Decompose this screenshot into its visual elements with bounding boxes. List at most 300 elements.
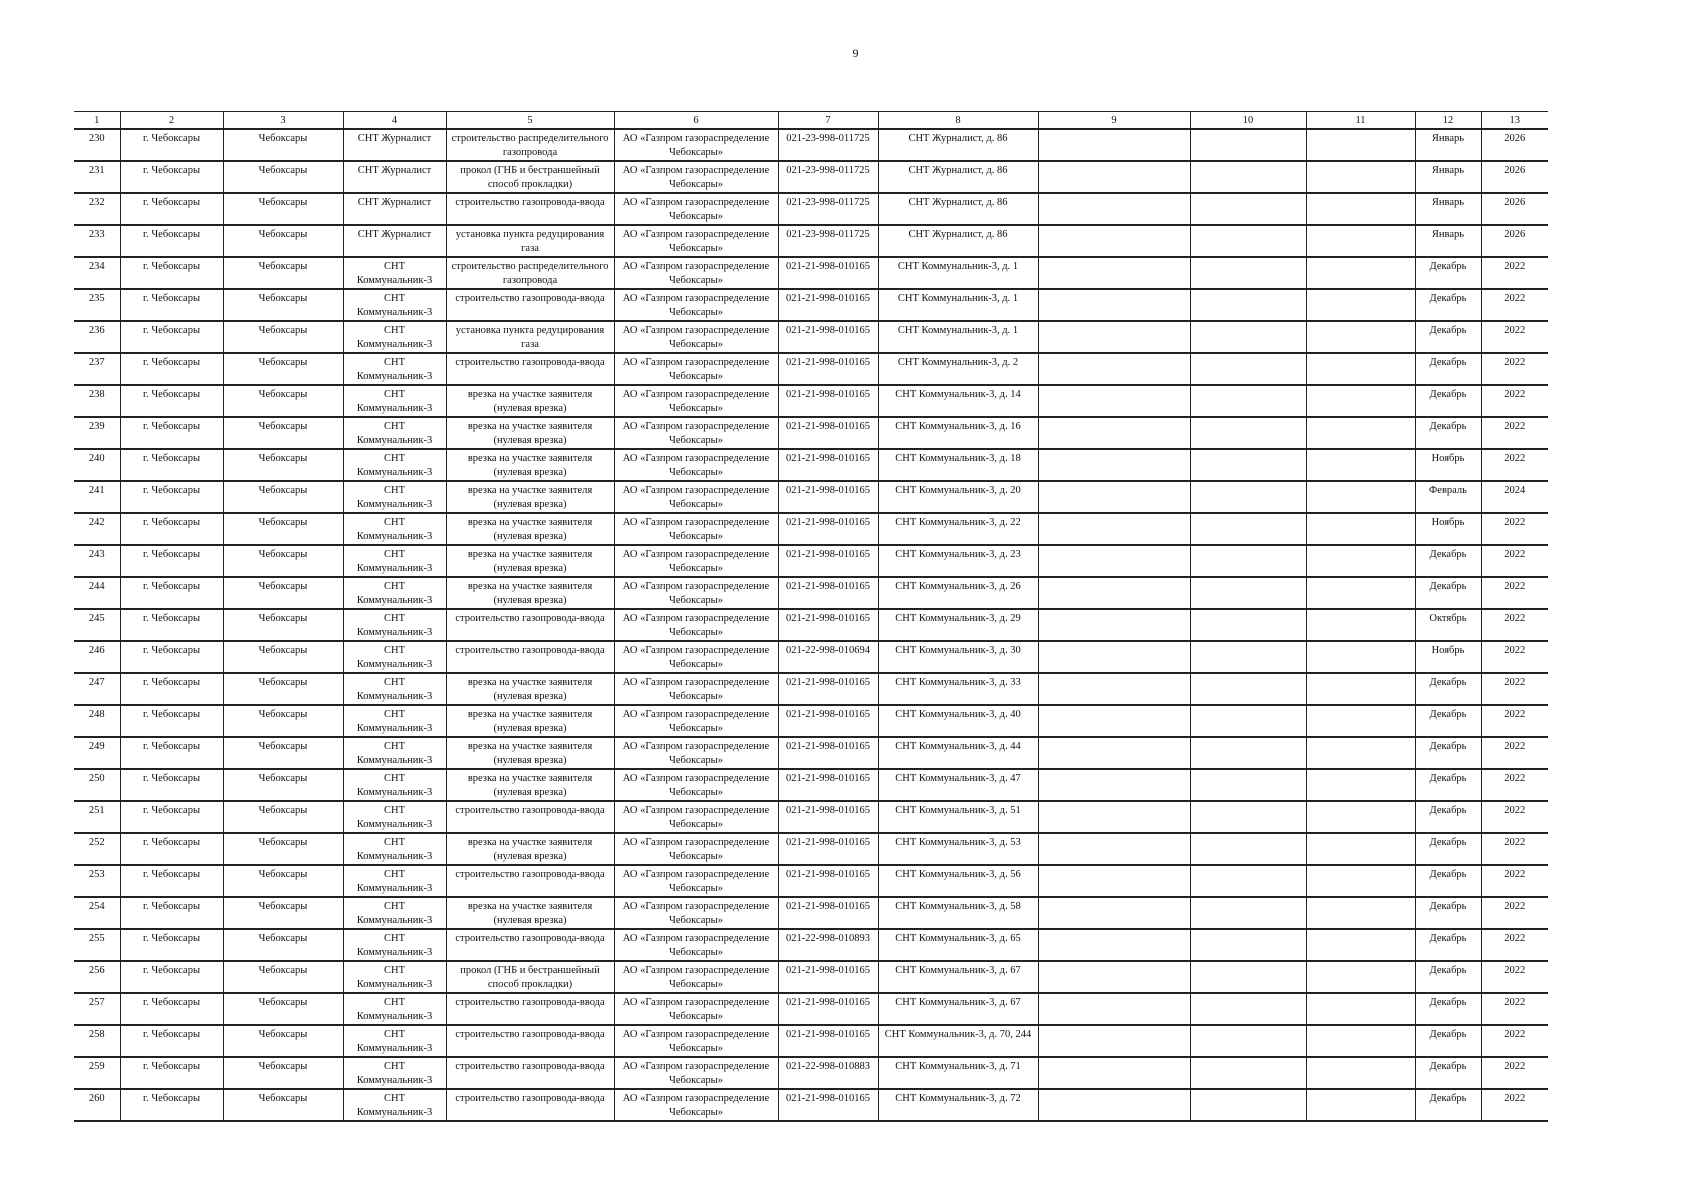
address-cell: СНТ Коммунальник-3, д. 1 [878, 289, 1038, 321]
row-number-cell: 236 [74, 321, 120, 353]
work-type-cell: врезка на участке заявителя (нулевая врезка) [446, 897, 614, 929]
settlement-cell: Чебоксары [223, 193, 343, 225]
table-row [74, 609, 1548, 641]
month-cell: Декабрь [1415, 321, 1481, 353]
row-number-cell: 249 [74, 737, 120, 769]
snt-name-cell: СНТ Коммунальник-3 [343, 289, 446, 321]
application-number-cell: 021-21-998-010165 [778, 609, 878, 641]
address-cell: СНТ Коммунальник-3, д. 53 [878, 833, 1038, 865]
year-cell: 2022 [1481, 769, 1548, 801]
column-11-cell [1306, 449, 1415, 481]
address-cell: СНТ Коммунальник-3, д. 70, 244 [878, 1025, 1038, 1057]
column-header-11: 11 [1306, 112, 1415, 130]
month-cell: Декабрь [1415, 353, 1481, 385]
column-9-cell [1038, 353, 1190, 385]
address-cell: СНТ Коммунальник-3, д. 29 [878, 609, 1038, 641]
application-number-cell: 021-21-998-010165 [778, 385, 878, 417]
row-number-cell: 247 [74, 673, 120, 705]
year-cell: 2022 [1481, 353, 1548, 385]
row-number-cell: 241 [74, 481, 120, 513]
work-type-cell: строительство газопровода-ввода [446, 801, 614, 833]
column-9-cell [1038, 609, 1190, 641]
application-number-cell: 021-23-998-011725 [778, 225, 878, 257]
work-type-cell: строительство газопровода-ввода [446, 865, 614, 897]
column-11-cell [1306, 769, 1415, 801]
application-number-cell: 021-21-998-010165 [778, 705, 878, 737]
snt-name-cell: СНТ Журналист [343, 193, 446, 225]
settlement-cell: Чебоксары [223, 161, 343, 193]
column-header-12: 12 [1415, 112, 1481, 130]
settlement-cell: Чебоксары [223, 577, 343, 609]
column-9-cell [1038, 577, 1190, 609]
application-number-cell: 021-22-998-010883 [778, 1057, 878, 1089]
month-cell: Январь [1415, 193, 1481, 225]
column-9-cell [1038, 993, 1190, 1025]
gas-distribution-org-cell: АО «Газпром газораспределение Чебоксары» [614, 257, 778, 289]
work-type-cell: строительство распределительного газопровода [446, 129, 614, 161]
month-cell: Декабрь [1415, 257, 1481, 289]
snt-name-cell: СНТ Журналист [343, 129, 446, 161]
column-11-cell [1306, 801, 1415, 833]
municipality-cell: г. Чебоксары [120, 897, 223, 929]
municipality-cell: г. Чебоксары [120, 257, 223, 289]
snt-name-cell: СНТ Коммунальник-3 [343, 481, 446, 513]
column-9-cell [1038, 385, 1190, 417]
year-cell: 2022 [1481, 833, 1548, 865]
gas-distribution-org-cell: АО «Газпром газораспределение Чебоксары» [614, 161, 778, 193]
year-cell: 2026 [1481, 225, 1548, 257]
month-cell: Декабрь [1415, 833, 1481, 865]
column-10-cell [1190, 737, 1306, 769]
column-header-13: 13 [1481, 112, 1548, 130]
gas-distribution-org-cell: АО «Газпром газораспределение Чебоксары» [614, 897, 778, 929]
settlement-cell: Чебоксары [223, 897, 343, 929]
column-9-cell [1038, 641, 1190, 673]
gas-distribution-org-cell: АО «Газпром газораспределение Чебоксары» [614, 225, 778, 257]
column-9-cell [1038, 961, 1190, 993]
table-row [74, 1057, 1548, 1089]
table-row [74, 769, 1548, 801]
year-cell: 2022 [1481, 929, 1548, 961]
snt-name-cell: СНТ Коммунальник-3 [343, 513, 446, 545]
work-type-cell: врезка на участке заявителя (нулевая врезка) [446, 449, 614, 481]
gas-distribution-org-cell: АО «Газпром газораспределение Чебоксары» [614, 737, 778, 769]
month-cell: Декабрь [1415, 769, 1481, 801]
row-number-cell: 260 [74, 1089, 120, 1121]
gas-distribution-org-cell: АО «Газпром газораспределение Чебоксары» [614, 449, 778, 481]
work-type-cell: врезка на участке заявителя (нулевая врезка) [446, 737, 614, 769]
work-type-cell: врезка на участке заявителя (нулевая врезка) [446, 833, 614, 865]
column-header-10: 10 [1190, 112, 1306, 130]
month-cell: Декабрь [1415, 673, 1481, 705]
municipality-cell: г. Чебоксары [120, 129, 223, 161]
row-number-cell: 250 [74, 769, 120, 801]
address-cell: СНТ Коммунальник-3, д. 40 [878, 705, 1038, 737]
table-row [74, 993, 1548, 1025]
work-type-cell: врезка на участке заявителя (нулевая врезка) [446, 577, 614, 609]
month-cell: Декабрь [1415, 705, 1481, 737]
municipality-cell: г. Чебоксары [120, 289, 223, 321]
year-cell: 2026 [1481, 161, 1548, 193]
municipality-cell: г. Чебоксары [120, 673, 223, 705]
settlement-cell: Чебоксары [223, 769, 343, 801]
gas-distribution-org-cell: АО «Газпром газораспределение Чебоксары» [614, 801, 778, 833]
year-cell: 2022 [1481, 961, 1548, 993]
year-cell: 2022 [1481, 1089, 1548, 1121]
table-row [74, 737, 1548, 769]
column-10-cell [1190, 833, 1306, 865]
column-11-cell [1306, 737, 1415, 769]
municipality-cell: г. Чебоксары [120, 1025, 223, 1057]
work-type-cell: строительство газопровода-ввода [446, 929, 614, 961]
column-9-cell [1038, 481, 1190, 513]
column-10-cell [1190, 929, 1306, 961]
snt-name-cell: СНТ Коммунальник-3 [343, 865, 446, 897]
column-11-cell [1306, 577, 1415, 609]
settlement-cell: Чебоксары [223, 993, 343, 1025]
address-cell: СНТ Журналист, д. 86 [878, 193, 1038, 225]
column-9-cell [1038, 193, 1190, 225]
column-11-cell [1306, 673, 1415, 705]
year-cell: 2022 [1481, 865, 1548, 897]
table-row [74, 321, 1548, 353]
gas-distribution-org-cell: АО «Газпром газораспределение Чебоксары» [614, 641, 778, 673]
application-number-cell: 021-21-998-010165 [778, 449, 878, 481]
table-row [74, 385, 1548, 417]
column-9-cell [1038, 833, 1190, 865]
application-number-cell: 021-22-998-010893 [778, 929, 878, 961]
table-body [74, 129, 1548, 1121]
gas-distribution-org-cell: АО «Газпром газораспределение Чебоксары» [614, 673, 778, 705]
row-number-cell: 255 [74, 929, 120, 961]
column-10-cell [1190, 225, 1306, 257]
column-9-cell [1038, 897, 1190, 929]
settlement-cell: Чебоксары [223, 705, 343, 737]
gas-distribution-org-cell: АО «Газпром газораспределение Чебоксары» [614, 321, 778, 353]
address-cell: СНТ Журналист, д. 86 [878, 129, 1038, 161]
row-number-cell: 232 [74, 193, 120, 225]
month-cell: Декабрь [1415, 897, 1481, 929]
snt-name-cell: СНТ Журналист [343, 225, 446, 257]
column-10-cell [1190, 993, 1306, 1025]
snt-name-cell: СНТ Коммунальник-3 [343, 545, 446, 577]
table-row [74, 353, 1548, 385]
column-10-cell [1190, 897, 1306, 929]
column-10-cell [1190, 641, 1306, 673]
row-number-cell: 230 [74, 129, 120, 161]
month-cell: Январь [1415, 161, 1481, 193]
column-11-cell [1306, 1089, 1415, 1121]
row-number-cell: 252 [74, 833, 120, 865]
municipality-cell: г. Чебоксары [120, 353, 223, 385]
column-11-cell [1306, 897, 1415, 929]
snt-name-cell: СНТ Коммунальник-3 [343, 929, 446, 961]
snt-name-cell: СНТ Коммунальник-3 [343, 737, 446, 769]
row-number-cell: 239 [74, 417, 120, 449]
column-10-cell [1190, 577, 1306, 609]
municipality-cell: г. Чебоксары [120, 481, 223, 513]
snt-name-cell: СНТ Коммунальник-3 [343, 1089, 446, 1121]
table-row [74, 1025, 1548, 1057]
application-number-cell: 021-21-998-010165 [778, 865, 878, 897]
gas-distribution-org-cell: АО «Газпром газораспределение Чебоксары» [614, 609, 778, 641]
municipality-cell: г. Чебоксары [120, 193, 223, 225]
year-cell: 2022 [1481, 545, 1548, 577]
column-10-cell [1190, 257, 1306, 289]
month-cell: Ноябрь [1415, 449, 1481, 481]
column-header-4: 4 [343, 112, 446, 130]
column-10-cell [1190, 449, 1306, 481]
column-9-cell [1038, 513, 1190, 545]
snt-name-cell: СНТ Коммунальник-3 [343, 449, 446, 481]
application-number-cell: 021-21-998-010165 [778, 417, 878, 449]
address-cell: СНТ Коммунальник-3, д. 22 [878, 513, 1038, 545]
month-cell: Январь [1415, 225, 1481, 257]
month-cell: Декабрь [1415, 577, 1481, 609]
address-cell: СНТ Коммунальник-3, д. 67 [878, 961, 1038, 993]
row-number-cell: 258 [74, 1025, 120, 1057]
column-10-cell [1190, 1025, 1306, 1057]
municipality-cell: г. Чебоксары [120, 385, 223, 417]
column-9-cell [1038, 545, 1190, 577]
address-cell: СНТ Коммунальник-3, д. 23 [878, 545, 1038, 577]
row-number-cell: 231 [74, 161, 120, 193]
settlement-cell: Чебоксары [223, 417, 343, 449]
table-row [74, 481, 1548, 513]
column-9-cell [1038, 449, 1190, 481]
month-cell: Декабрь [1415, 801, 1481, 833]
month-cell: Декабрь [1415, 1057, 1481, 1089]
table-row [74, 289, 1548, 321]
gas-distribution-org-cell: АО «Газпром газораспределение Чебоксары» [614, 833, 778, 865]
column-9-cell [1038, 865, 1190, 897]
address-cell: СНТ Коммунальник-3, д. 67 [878, 993, 1038, 1025]
column-9-cell [1038, 225, 1190, 257]
work-type-cell: прокол (ГНБ и бестраншейный способ прокладки) [446, 961, 614, 993]
work-type-cell: строительство газопровода-ввода [446, 641, 614, 673]
column-9-cell [1038, 929, 1190, 961]
column-11-cell [1306, 545, 1415, 577]
month-cell: Декабрь [1415, 993, 1481, 1025]
municipality-cell: г. Чебоксары [120, 161, 223, 193]
year-cell: 2022 [1481, 705, 1548, 737]
column-11-cell [1306, 129, 1415, 161]
year-cell: 2022 [1481, 673, 1548, 705]
table-row [74, 641, 1548, 673]
month-cell: Декабрь [1415, 1089, 1481, 1121]
year-cell: 2022 [1481, 577, 1548, 609]
snt-name-cell: СНТ Коммунальник-3 [343, 897, 446, 929]
column-11-cell [1306, 641, 1415, 673]
year-cell: 2022 [1481, 1025, 1548, 1057]
row-number-cell: 257 [74, 993, 120, 1025]
column-header-7: 7 [778, 112, 878, 130]
snt-name-cell: СНТ Коммунальник-3 [343, 385, 446, 417]
municipality-cell: г. Чебоксары [120, 993, 223, 1025]
table-row [74, 449, 1548, 481]
settlement-cell: Чебоксары [223, 865, 343, 897]
work-type-cell: прокол (ГНБ и бестраншейный способ прокладки) [446, 161, 614, 193]
table-row [74, 513, 1548, 545]
work-type-cell: врезка на участке заявителя (нулевая врезка) [446, 481, 614, 513]
gas-distribution-org-cell: АО «Газпром газораспределение Чебоксары» [614, 385, 778, 417]
snt-name-cell: СНТ Коммунальник-3 [343, 609, 446, 641]
column-10-cell [1190, 353, 1306, 385]
address-cell: СНТ Коммунальник-3, д. 44 [878, 737, 1038, 769]
municipality-cell: г. Чебоксары [120, 961, 223, 993]
work-type-cell: врезка на участке заявителя (нулевая врезка) [446, 417, 614, 449]
application-number-cell: 021-23-998-011725 [778, 161, 878, 193]
table-row [74, 225, 1548, 257]
municipality-cell: г. Чебоксары [120, 513, 223, 545]
row-number-cell: 245 [74, 609, 120, 641]
year-cell: 2022 [1481, 449, 1548, 481]
column-9-cell [1038, 737, 1190, 769]
column-11-cell [1306, 481, 1415, 513]
address-cell: СНТ Коммунальник-3, д. 33 [878, 673, 1038, 705]
column-header-1: 1 [74, 112, 120, 130]
municipality-cell: г. Чебоксары [120, 545, 223, 577]
column-11-cell [1306, 161, 1415, 193]
year-cell: 2022 [1481, 1057, 1548, 1089]
application-number-cell: 021-21-998-010165 [778, 737, 878, 769]
column-11-cell [1306, 1025, 1415, 1057]
column-10-cell [1190, 865, 1306, 897]
application-number-cell: 021-21-998-010165 [778, 1089, 878, 1121]
application-number-cell: 021-21-998-010165 [778, 961, 878, 993]
gas-distribution-org-cell: АО «Газпром газораспределение Чебоксары» [614, 577, 778, 609]
snt-name-cell: СНТ Коммунальник-3 [343, 321, 446, 353]
work-type-cell: строительство распределительного газопровода [446, 257, 614, 289]
column-10-cell [1190, 1057, 1306, 1089]
column-10-cell [1190, 161, 1306, 193]
column-10-cell [1190, 385, 1306, 417]
address-cell: СНТ Коммунальник-3, д. 30 [878, 641, 1038, 673]
gas-distribution-org-cell: АО «Газпром газораспределение Чебоксары» [614, 1025, 778, 1057]
month-cell: Декабрь [1415, 961, 1481, 993]
snt-name-cell: СНТ Коммунальник-3 [343, 577, 446, 609]
year-cell: 2022 [1481, 737, 1548, 769]
column-11-cell [1306, 961, 1415, 993]
settlement-cell: Чебоксары [223, 961, 343, 993]
application-number-cell: 021-21-998-010165 [778, 321, 878, 353]
application-number-cell: 021-21-998-010165 [778, 801, 878, 833]
gas-distribution-org-cell: АО «Газпром газораспределение Чебоксары» [614, 289, 778, 321]
work-type-cell: строительство газопровода-ввода [446, 353, 614, 385]
application-number-cell: 021-21-998-010165 [778, 353, 878, 385]
application-number-cell: 021-21-998-010165 [778, 673, 878, 705]
column-11-cell [1306, 193, 1415, 225]
gas-distribution-org-cell: АО «Газпром газораспределение Чебоксары» [614, 705, 778, 737]
column-10-cell [1190, 673, 1306, 705]
table-row [74, 801, 1548, 833]
settlement-cell: Чебоксары [223, 641, 343, 673]
column-9-cell [1038, 673, 1190, 705]
snt-name-cell: СНТ Коммунальник-3 [343, 257, 446, 289]
table-row [74, 257, 1548, 289]
year-cell: 2024 [1481, 481, 1548, 513]
municipality-cell: г. Чебоксары [120, 801, 223, 833]
municipality-cell: г. Чебоксары [120, 1089, 223, 1121]
row-number-cell: 237 [74, 353, 120, 385]
gas-distribution-org-cell: АО «Газпром газораспределение Чебоксары» [614, 513, 778, 545]
table-row [74, 865, 1548, 897]
column-11-cell [1306, 289, 1415, 321]
year-cell: 2022 [1481, 641, 1548, 673]
snt-name-cell: СНТ Коммунальник-3 [343, 993, 446, 1025]
column-10-cell [1190, 193, 1306, 225]
application-number-cell: 021-21-998-010165 [778, 577, 878, 609]
work-type-cell: врезка на участке заявителя (нулевая врезка) [446, 769, 614, 801]
column-10-cell [1190, 609, 1306, 641]
column-10-cell [1190, 321, 1306, 353]
snt-name-cell: СНТ Коммунальник-3 [343, 641, 446, 673]
column-9-cell [1038, 1025, 1190, 1057]
column-10-cell [1190, 801, 1306, 833]
column-11-cell [1306, 833, 1415, 865]
snt-name-cell: СНТ Коммунальник-3 [343, 1057, 446, 1089]
application-number-cell: 021-21-998-010165 [778, 257, 878, 289]
municipality-cell: г. Чебоксары [120, 417, 223, 449]
application-number-cell: 021-21-998-010165 [778, 769, 878, 801]
address-cell: СНТ Коммунальник-3, д. 2 [878, 353, 1038, 385]
gas-distribution-org-cell: АО «Газпром газораспределение Чебоксары» [614, 481, 778, 513]
address-cell: СНТ Коммунальник-3, д. 51 [878, 801, 1038, 833]
municipality-cell: г. Чебоксары [120, 737, 223, 769]
address-cell: СНТ Коммунальник-3, д. 71 [878, 1057, 1038, 1089]
column-9-cell [1038, 801, 1190, 833]
table-row [74, 961, 1548, 993]
year-cell: 2022 [1481, 801, 1548, 833]
settlement-cell: Чебоксары [223, 385, 343, 417]
application-number-cell: 021-21-998-010165 [778, 1025, 878, 1057]
column-header-9: 9 [1038, 112, 1190, 130]
column-number-header-row [74, 112, 1548, 130]
column-10-cell [1190, 129, 1306, 161]
row-number-cell: 235 [74, 289, 120, 321]
address-cell: СНТ Коммунальник-3, д. 58 [878, 897, 1038, 929]
snt-name-cell: СНТ Коммунальник-3 [343, 801, 446, 833]
settlement-cell: Чебоксары [223, 833, 343, 865]
municipality-cell: г. Чебоксары [120, 929, 223, 961]
application-number-cell: 021-23-998-011725 [778, 129, 878, 161]
column-11-cell [1306, 257, 1415, 289]
month-cell: Декабрь [1415, 737, 1481, 769]
table-row [74, 673, 1548, 705]
work-type-cell: врезка на участке заявителя (нулевая врезка) [446, 545, 614, 577]
snt-name-cell: СНТ Коммунальник-3 [343, 353, 446, 385]
column-11-cell [1306, 1057, 1415, 1089]
address-cell: СНТ Коммунальник-3, д. 20 [878, 481, 1038, 513]
application-number-cell: 021-21-998-010165 [778, 833, 878, 865]
year-cell: 2026 [1481, 129, 1548, 161]
gas-distribution-org-cell: АО «Газпром газораспределение Чебоксары» [614, 193, 778, 225]
settlement-cell: Чебоксары [223, 929, 343, 961]
settlement-cell: Чебоксары [223, 129, 343, 161]
work-type-cell: установка пункта редуцирования газа [446, 321, 614, 353]
row-number-cell: 259 [74, 1057, 120, 1089]
snt-name-cell: СНТ Коммунальник-3 [343, 961, 446, 993]
snt-name-cell: СНТ Коммунальник-3 [343, 705, 446, 737]
column-9-cell [1038, 321, 1190, 353]
year-cell: 2022 [1481, 385, 1548, 417]
month-cell: Декабрь [1415, 545, 1481, 577]
month-cell: Февраль [1415, 481, 1481, 513]
table-row [74, 833, 1548, 865]
column-9-cell [1038, 1057, 1190, 1089]
settlement-cell: Чебоксары [223, 1057, 343, 1089]
year-cell: 2022 [1481, 993, 1548, 1025]
